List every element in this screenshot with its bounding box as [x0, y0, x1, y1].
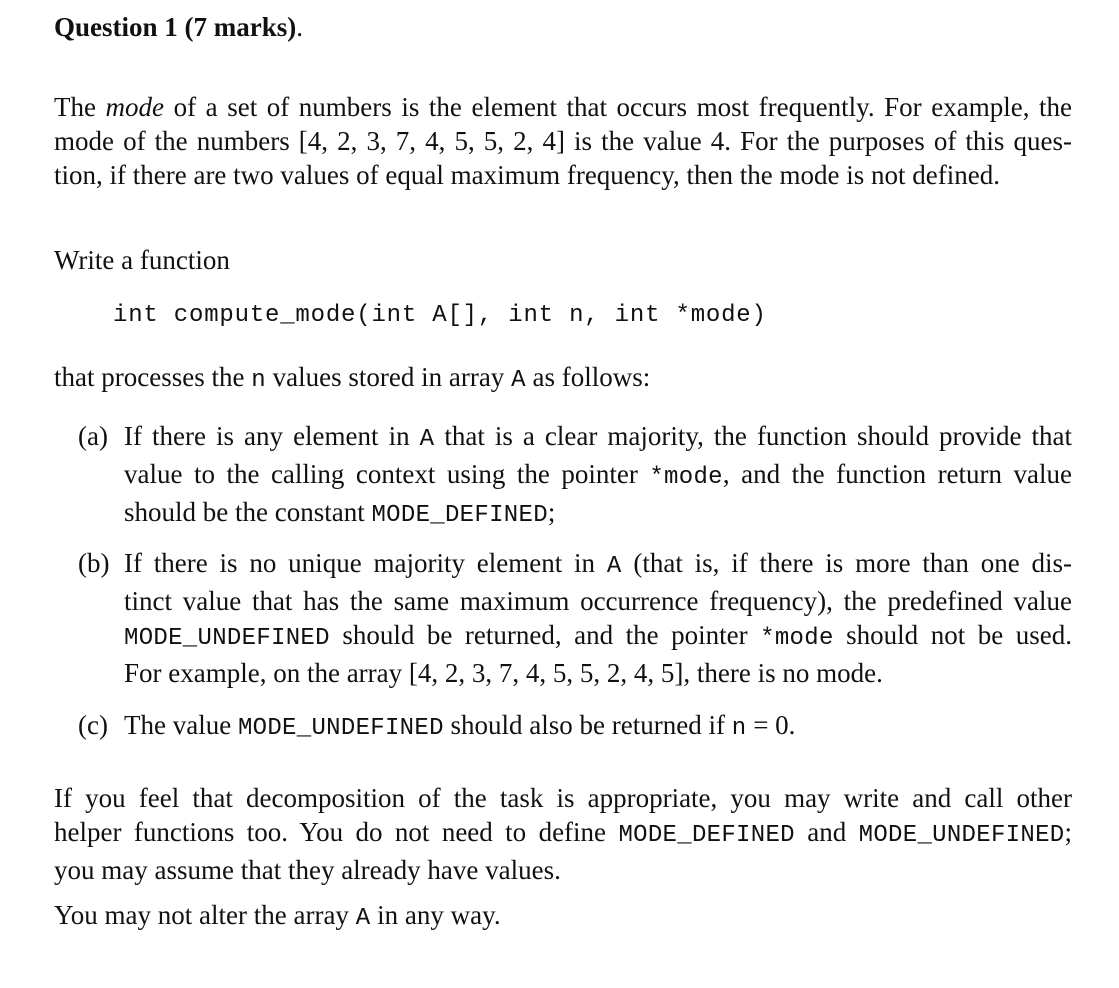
text: ;	[1064, 817, 1072, 847]
text: that is a clear majority, the function should provide that	[434, 421, 1072, 451]
write-function-line	[54, 243, 1072, 277]
helper-paragraph	[54, 781, 1072, 887]
item-b-line-4	[124, 656, 1072, 690]
code-mode-undefined: MODE_UNDEFINED	[237, 715, 444, 742]
intro-text: The	[54, 92, 106, 122]
helper-line-3: you may assume that they already have values.	[54, 855, 561, 885]
code-mode-defined: MODE_DEFINED	[618, 822, 795, 849]
item-b-line-3	[124, 618, 1072, 656]
final-paragraph	[54, 898, 1072, 936]
item-a-line-2	[124, 457, 1072, 495]
code-n: n	[731, 715, 747, 742]
text: You may not alter the array	[54, 900, 356, 930]
intro-paragraph	[54, 90, 1072, 192]
code-mode-undefined: MODE_UNDEFINED	[858, 822, 1065, 849]
item-b-line-1	[124, 546, 1072, 584]
processes-text-c: as follows:	[525, 362, 651, 392]
item-b-body	[124, 546, 1072, 690]
text: For example, on the array	[124, 658, 409, 688]
text: , and the function return value	[722, 459, 1072, 489]
heading-period: .	[296, 12, 303, 42]
code-mode-pointer: *mode	[649, 464, 723, 491]
text: value to the calling context using the pointer	[124, 459, 650, 489]
final-line	[54, 898, 1072, 936]
processes-text-b: values stored in array	[265, 362, 512, 392]
text: (that is, if there is more than one dis-	[621, 548, 1072, 578]
item-c-label: (c)	[78, 710, 108, 740]
code-mode-pointer: *mode	[760, 625, 834, 652]
example-array-no-mode: [4, 2, 3, 7, 4, 5, 5, 2, 4, 5]	[408, 658, 684, 688]
text: should also be returned if	[443, 710, 732, 740]
text: should be returned, and the pointer	[329, 620, 761, 650]
text: If there is any element in	[124, 421, 420, 451]
code-mode-undefined: MODE_UNDEFINED	[124, 625, 330, 652]
text: and	[794, 817, 859, 847]
intro-line-2	[54, 124, 1072, 158]
text: , there is no mode.	[683, 658, 883, 688]
text: The value	[124, 710, 238, 740]
text: should be the constant	[124, 497, 372, 527]
intro-line-1	[54, 90, 1072, 124]
item-a-label: (a)	[78, 421, 108, 451]
item-a-line-1	[124, 419, 1072, 457]
processes-text	[54, 360, 1072, 398]
item-a-body	[124, 419, 1072, 533]
intro-text: . For the purposes of this ques-	[724, 126, 1073, 156]
text: should not be used.	[833, 620, 1072, 650]
code-A: A	[355, 905, 371, 932]
code-A: A	[419, 426, 435, 453]
text: helper functions too. You do not need to define	[54, 817, 619, 847]
example-mode-value: 4	[710, 126, 725, 156]
text: ;	[547, 497, 556, 527]
item-c-line-1	[124, 708, 1072, 746]
code-A: A	[511, 367, 526, 394]
intro-text: mode of the numbers	[54, 126, 299, 156]
write-function-text: Write a function	[54, 245, 230, 275]
helper-line-1: If you feel that decomposition of the task is appropriate, you may write and call other	[54, 783, 1072, 813]
function-signature: int compute_mode(int A[], int n, int *mode)	[113, 302, 767, 329]
item-c-body	[124, 708, 1072, 746]
intro-text: is the value	[564, 126, 711, 156]
intro-line-3: tion, if there are two values of equal maximum frequency, then the mode is not defined.	[54, 160, 1000, 190]
item-a-line-3	[124, 495, 1072, 533]
heading-title: Question 1 (7 marks)	[54, 12, 297, 42]
helper-line-2	[54, 815, 1072, 853]
equals-zero: = 0.	[746, 710, 796, 740]
code-n: n	[251, 367, 266, 394]
processes-text-a: that processes the	[54, 362, 252, 392]
text: in any way.	[370, 900, 501, 930]
intro-text: of a set of numbers is the element that occurs most frequently. For example, the	[164, 92, 1072, 122]
text: If there is no unique majority element in	[124, 548, 607, 578]
mode-emphasis: mode	[105, 92, 165, 122]
code-mode-defined: MODE_DEFINED	[371, 502, 548, 529]
example-array: [4, 2, 3, 7, 4, 5, 5, 2, 4]	[298, 126, 565, 156]
code-A: A	[606, 553, 622, 580]
question-heading	[54, 12, 303, 43]
item-b-line-2: tinct value that has the same maximum occurrence frequency), the predefined value	[124, 586, 1072, 616]
processes-line	[54, 360, 1072, 398]
item-b-label: (b)	[78, 548, 110, 578]
